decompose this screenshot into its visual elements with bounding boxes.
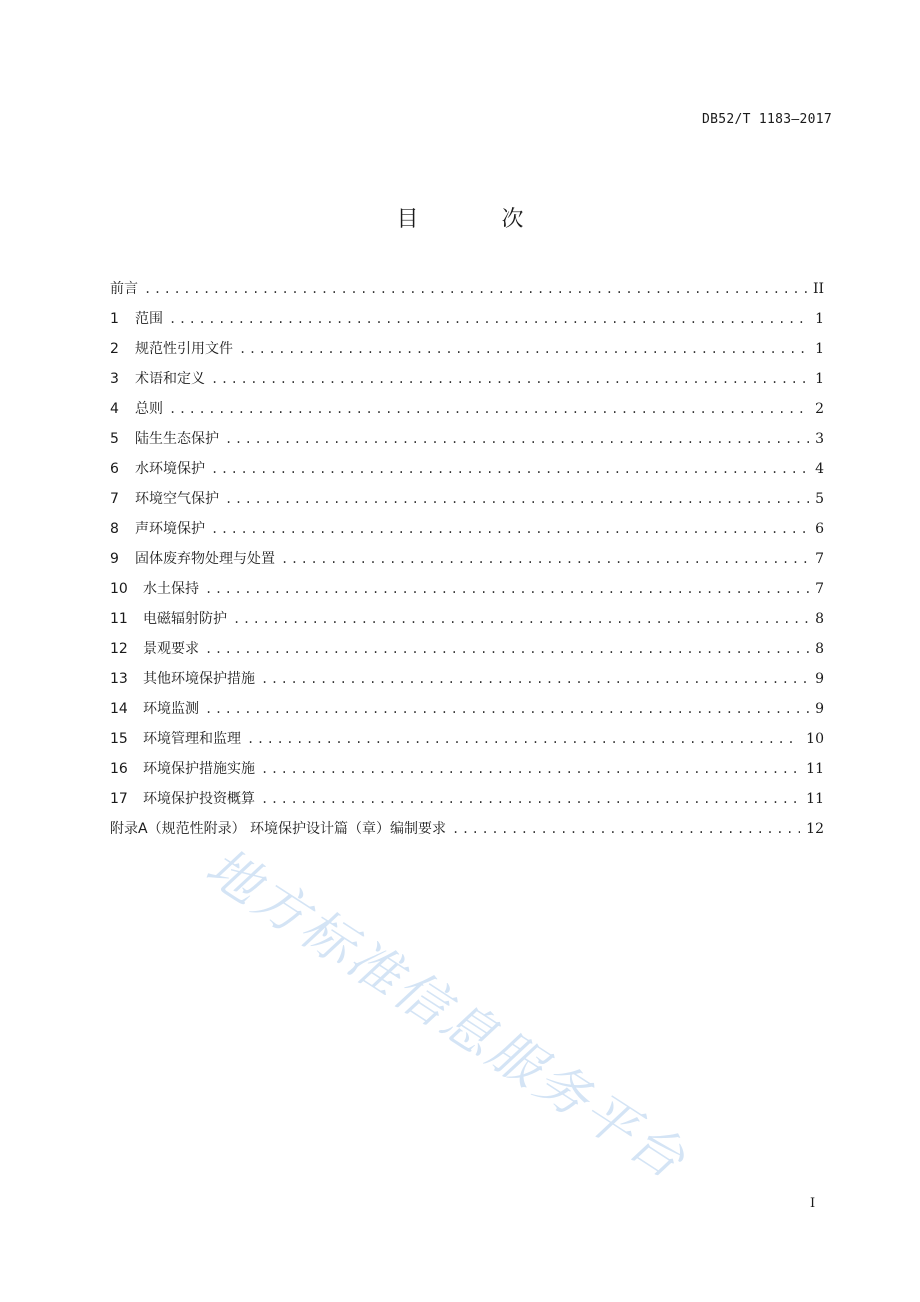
- toc-entry-label: 环境管理和监理: [143, 731, 241, 747]
- toc-leader-dots: [452, 818, 800, 840]
- toc-entry-label: 范围: [135, 311, 163, 327]
- toc-entry-label: 环境保护投资概算: [143, 791, 255, 807]
- toc-entry-page: 11: [806, 761, 824, 777]
- toc-entry-foreword[interactable]: [110, 278, 824, 308]
- toc-entry-label: 术语和定义: [135, 371, 205, 387]
- toc-entry-11[interactable]: [110, 608, 824, 638]
- toc-entry-page: 3: [815, 431, 824, 447]
- toc-entry-label: 水土保持: [143, 581, 199, 597]
- toc-entry-number: 1: [110, 311, 119, 327]
- toc-entry-page: 12: [806, 821, 824, 837]
- toc-entry-page: 8: [815, 611, 824, 627]
- toc-entry-4[interactable]: [110, 398, 824, 428]
- toc-entry-label: 声环境保护: [135, 521, 205, 537]
- toc-entry-appendix-a[interactable]: [110, 818, 824, 848]
- toc-leader-dots: [144, 278, 807, 300]
- toc-entry-page: 1: [815, 311, 824, 327]
- toc-leader-dots: [225, 428, 809, 450]
- toc-entry-page: 1: [815, 341, 824, 357]
- toc-entry-label: 水环境保护: [135, 461, 205, 477]
- toc-entry-label: 前言: [110, 281, 138, 297]
- toc-entry-page: 1: [815, 371, 824, 387]
- toc-entry-13[interactable]: [110, 668, 824, 698]
- toc-entry-label: 环境监测: [143, 701, 199, 717]
- toc-entry-number: 17: [110, 791, 128, 807]
- toc-entry-10[interactable]: [110, 578, 824, 608]
- toc-entry-label: 附录A（规范性附录） 环境保护设计篇（章）编制要求: [110, 821, 447, 837]
- toc-entry-number: 10: [110, 581, 128, 597]
- toc-entry-label: 规范性引用文件: [135, 341, 233, 357]
- toc-entry-number: 5: [110, 431, 119, 447]
- toc-entry-page: 11: [806, 791, 824, 807]
- toc-leader-dots: [239, 338, 809, 360]
- toc-entry-1[interactable]: [110, 308, 824, 338]
- toc-leader-dots: [205, 698, 809, 720]
- toc-entry-number: 6: [110, 461, 119, 477]
- toc-entry-number: 13: [110, 671, 128, 687]
- toc-leader-dots: [225, 488, 809, 510]
- toc-entry-number: 12: [110, 641, 128, 657]
- toc-entry-label: 景观要求: [143, 641, 199, 657]
- toc-leader-dots: [211, 368, 809, 390]
- toc-leader-dots: [261, 668, 809, 690]
- toc-entry-number: 4: [110, 401, 119, 417]
- toc-entry-number: 7: [110, 491, 119, 507]
- toc-entry-label: 陆生生态保护: [135, 431, 219, 447]
- toc-entry-number: 15: [110, 731, 128, 747]
- toc-entry-2[interactable]: [110, 338, 824, 368]
- toc-entry-5[interactable]: [110, 428, 824, 458]
- toc-entry-8[interactable]: [110, 518, 824, 548]
- toc-entry-number: 11: [110, 611, 128, 627]
- toc-entry-label: 总则: [135, 401, 163, 417]
- toc-leader-dots: [205, 638, 809, 660]
- toc-entry-page: 2: [815, 401, 824, 417]
- toc-leader-dots: [261, 758, 800, 780]
- toc-entry-6[interactable]: [110, 458, 824, 488]
- toc-entry-7[interactable]: [110, 488, 824, 518]
- toc-entry-number: 14: [110, 701, 128, 717]
- toc-entry-16[interactable]: [110, 758, 824, 788]
- toc-entry-page: 10: [806, 731, 824, 747]
- toc-leader-dots: [211, 518, 809, 540]
- toc-entry-page: 4: [815, 461, 824, 477]
- document-code: DB52/T 1183—2017: [701, 112, 832, 127]
- toc-entry-9[interactable]: [110, 548, 824, 578]
- toc-entry-14[interactable]: [110, 698, 824, 728]
- toc-entry-number: 16: [110, 761, 128, 777]
- toc-entry-page: 6: [815, 521, 824, 537]
- toc-leader-dots: [233, 608, 809, 630]
- toc-entry-number: 9: [110, 551, 119, 567]
- page-number: I: [810, 1196, 816, 1211]
- toc-entry-label: 电磁辐射防护: [143, 611, 227, 627]
- toc-entry-17[interactable]: [110, 788, 824, 818]
- toc-leader-dots: [169, 398, 809, 420]
- toc-entry-number: 8: [110, 521, 119, 537]
- toc-leader-dots: [211, 458, 809, 480]
- toc-entry-12[interactable]: [110, 638, 824, 668]
- toc-entry-label: 其他环境保护措施: [143, 671, 255, 687]
- toc-entry-page: 9: [815, 701, 824, 717]
- toc-entry-page: 5: [815, 491, 824, 507]
- toc-entry-page: 7: [815, 581, 824, 597]
- toc-leader-dots: [205, 578, 809, 600]
- toc-title: 目 次: [396, 207, 562, 232]
- toc-entry-label: 环境空气保护: [135, 491, 219, 507]
- toc-entry-number: 3: [110, 371, 119, 387]
- table-of-contents: [110, 278, 824, 848]
- toc-leader-dots: [247, 728, 800, 750]
- toc-entry-page: II: [812, 281, 824, 297]
- toc-entry-15[interactable]: [110, 728, 824, 758]
- toc-entry-number: 2: [110, 341, 119, 357]
- toc-entry-page: 8: [815, 641, 824, 657]
- watermark: 地方标准信息服务平台: [195, 836, 698, 1193]
- toc-entry-label: 环境保护措施实施: [143, 761, 255, 777]
- toc-leader-dots: [261, 788, 800, 810]
- toc-entry-3[interactable]: [110, 368, 824, 398]
- toc-entry-label: 固体废弃物处理与处置: [135, 551, 275, 567]
- toc-entry-page: 7: [815, 551, 824, 567]
- toc-leader-dots: [169, 308, 809, 330]
- toc-entry-page: 9: [815, 671, 824, 687]
- toc-leader-dots: [281, 548, 809, 570]
